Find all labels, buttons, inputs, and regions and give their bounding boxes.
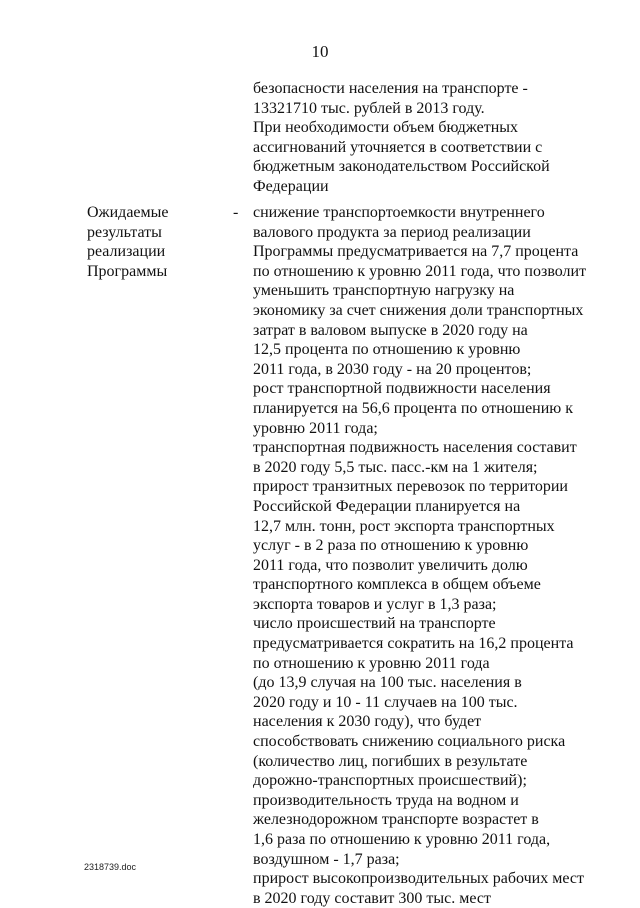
label-line: Программы <box>87 262 168 280</box>
text-line: транспортного комплекса в общем объеме <box>253 576 541 594</box>
separator-dash: - <box>233 204 239 221</box>
text-line: Программы предусматривается на 7,7 процента <box>253 243 579 261</box>
text-line: услуг - в 2 раза по отношению к уровню <box>253 537 529 555</box>
text-line: безопасности населения на транспорте - <box>253 80 528 97</box>
section-label <box>87 203 227 281</box>
text-line: воздушном - 1,7 раза; <box>253 850 400 868</box>
text-line: транспортная подвижность населения составит <box>253 439 577 457</box>
footer-filename: 2318739.doc <box>84 862 137 872</box>
text-line: по отношению к уровню 2011 года, что позволит <box>253 262 587 280</box>
text-line: рост транспортной подвижности населения <box>253 380 551 398</box>
expected-results-text <box>253 203 593 908</box>
text-line: дорожно-транспортных происшествий); <box>253 772 527 790</box>
text-line: бюджетным законодательством Российской <box>253 158 550 176</box>
text-line: в 2020 году 5,5 тыс. пасс.-км на 1 жителя; <box>253 458 538 476</box>
text-line: 2020 году и 10 - 11 случаев на 100 тыс. <box>253 693 518 711</box>
text-line: в 2020 году составит 300 тыс. мест <box>253 889 491 907</box>
text-line: (до 13,9 случая на 100 тыс. населения в <box>253 674 522 692</box>
label-line: реализации <box>87 243 166 261</box>
text-line: планируется на 56,6 процента по отношению к <box>253 399 574 417</box>
text-line: Российской Федерации планируется на <box>253 497 521 515</box>
text-line: При необходимости объем бюджетных <box>253 119 519 137</box>
label-line: Ожидаемые <box>87 204 169 221</box>
text-line: предусматривается сократить на 16,2 процента <box>253 635 574 653</box>
text-line: 13321710 тыс. рублей в 2013 году. <box>253 99 485 117</box>
text-line: железнодорожном транспорте возрастет в <box>253 811 539 829</box>
text-line: ассигнований уточняется в соответствии с <box>253 138 543 156</box>
text-line: 12,5 процента по отношению к уровню <box>253 341 521 359</box>
text-line: прирост транзитных перевозок по территории <box>253 478 568 496</box>
text-line: экономику за счет снижения доли транспортных <box>253 301 584 319</box>
budget-text-block <box>253 79 593 197</box>
text-line: уровню 2011 года; <box>253 419 378 437</box>
text-line: 2011 года, в 2030 году - на 20 процентов; <box>253 360 532 378</box>
text-line: прирост высокопроизводительных рабочих мест <box>253 870 584 888</box>
page-number: 10 <box>311 42 329 61</box>
text-line: экспорта товаров и услуг в 1,3 раза; <box>253 595 497 613</box>
text-line: Федерации <box>253 177 329 195</box>
text-line: уменьшить транспортную нагрузку на <box>253 282 515 300</box>
text-line: затрат в валовом выпуске в 2020 году на <box>253 321 528 339</box>
text-line: (количество лиц, погибших в результате <box>253 752 528 770</box>
text-line: 1,6 раза по отношению к уровню 2011 года, <box>253 831 551 848</box>
text-line: снижение транспортоемкости внутреннего <box>253 204 545 221</box>
text-line: способствовать снижению социального риска <box>253 733 566 751</box>
label-line: результаты <box>87 223 162 241</box>
text-line: населения к 2030 году), что будет <box>253 713 482 731</box>
text-line: по отношению к уровню 2011 года <box>253 654 490 672</box>
text-line: 12,7 млн. тонн, рост экспорта транспортных <box>253 517 555 535</box>
text-line: производительность труда на водном и <box>253 791 519 809</box>
text-line: 2011 года, что позволит увеличить долю <box>253 556 528 574</box>
text-line: число происшествий на транспорте <box>253 615 496 633</box>
text-line: валового продукта за период реализации <box>253 223 531 241</box>
